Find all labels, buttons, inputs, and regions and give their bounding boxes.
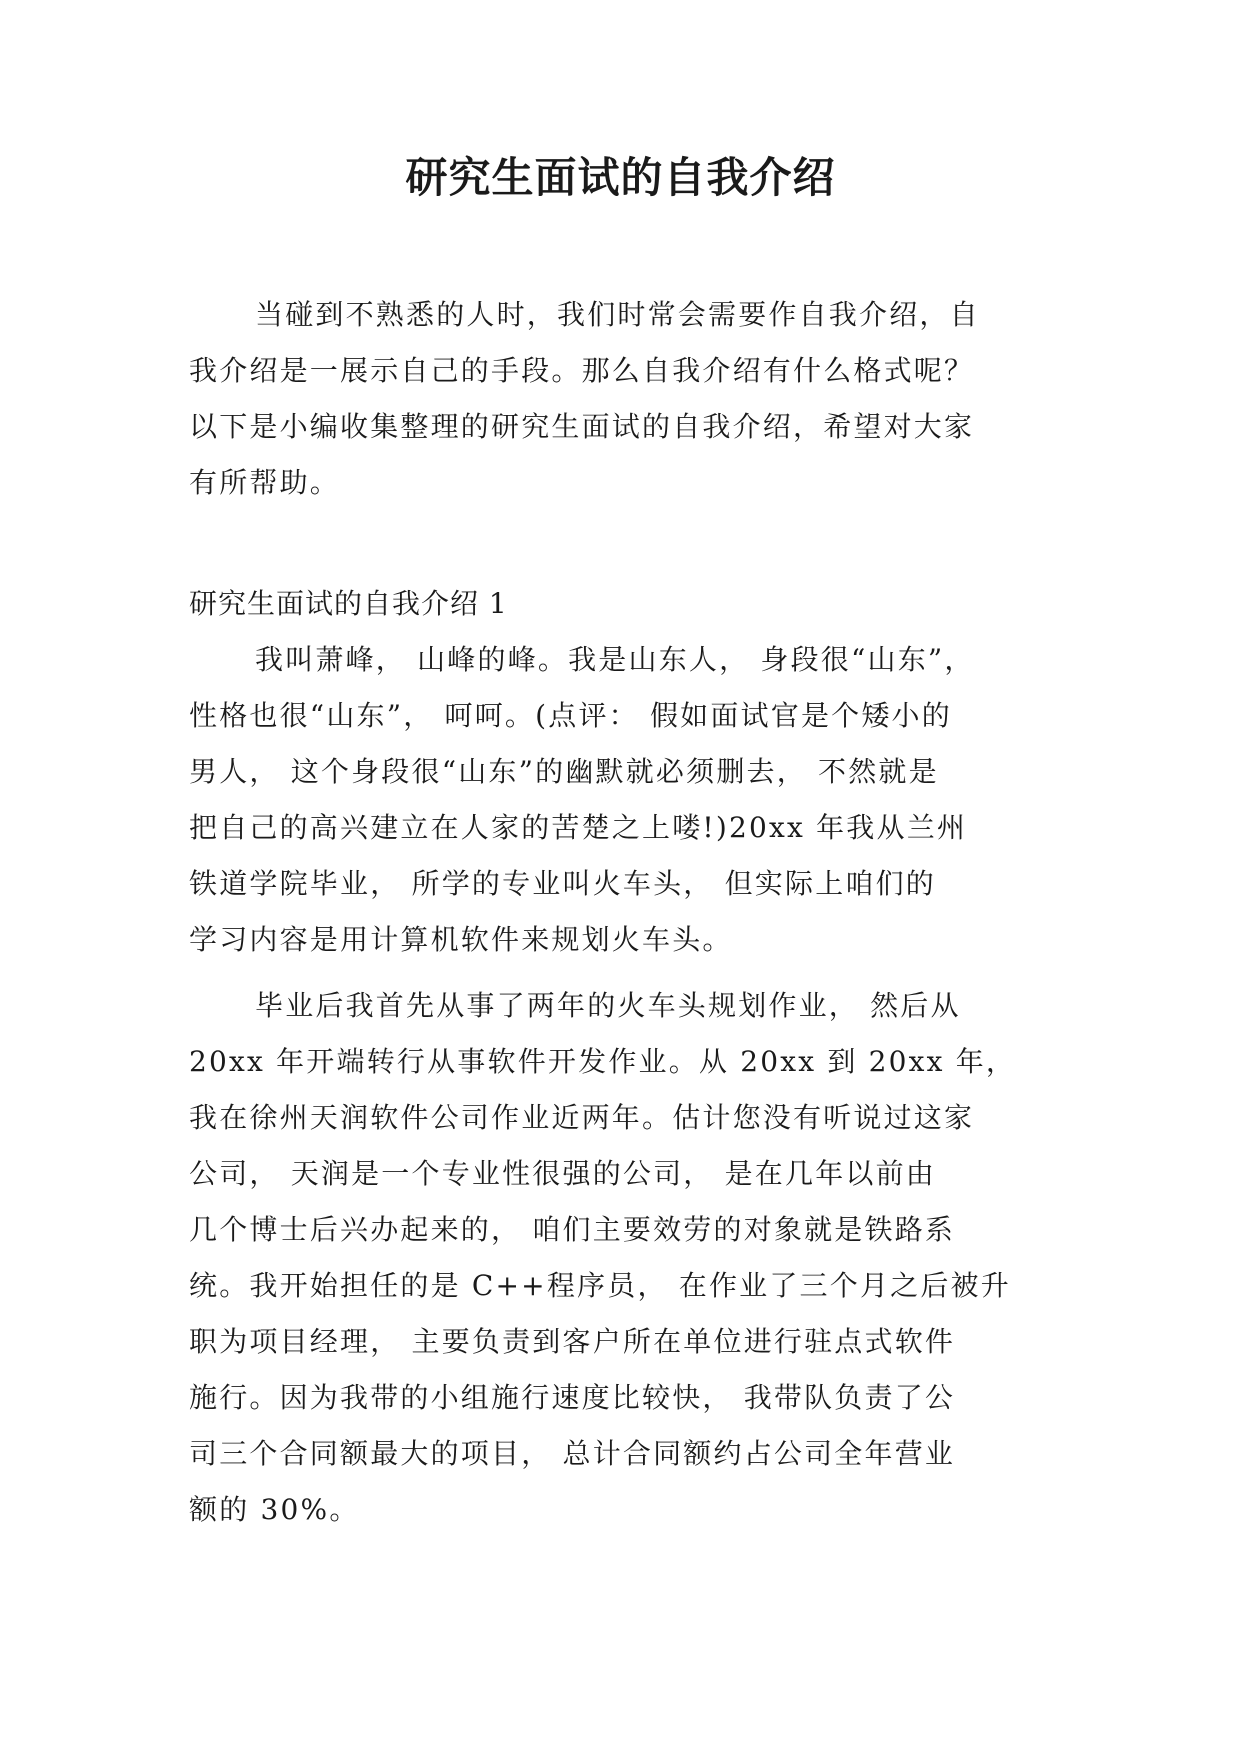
paragraph-line: 男人， 这个身段很“山东”的幽默就必须删去， 不然就是 [189,755,939,788]
paragraph-line: 施行。因为我带的小组施行速度比较快， 我带队负责了公 [189,1381,956,1414]
document-title: 研究生面试的自我介绍 [405,153,836,202]
paragraph-line: 学习内容是用计算机软件来规划火车头。 [189,923,733,956]
paragraph-line: 我在徐州天润软件公司作业近两年。估计您没有听说过这家 [189,1101,975,1134]
paragraph-line: 几个博士后兴办起来的， 咱们主要效劳的对象就是铁路系 [189,1213,956,1246]
section-heading: 研究生面试的自我介绍 1 [189,587,508,620]
intro-line: 当碰到不熟悉的人时，我们时常会需要作自我介绍，自 [255,298,980,331]
paragraph-2 [189,978,1051,1538]
paragraph-line: 职为项目经理， 主要负责到客户所在单位进行驻点式软件 [189,1325,956,1358]
intro-line: 有所帮助。 [189,466,341,499]
paragraph-line: 20xx 年开端转行从事软件开发作业。从 20xx 到 20xx 年， [189,1045,1017,1078]
paragraph-line: 司三个合同额最大的项目， 总计合同额约占公司全年营业 [189,1437,956,1470]
paragraph-1 [189,632,1051,968]
paragraph-line: 毕业后我首先从事了两年的火车头规划作业， 然后从 [255,989,961,1022]
intro-line: 我介绍是一展示自己的手段。那么自我介绍有什么格式呢？ [189,354,975,387]
paragraph-line: 性格也很“山东”， 呵呵。(点评： 假如面试官是个矮小的 [189,699,952,732]
paragraph-line: 额的 30%。 [189,1493,360,1526]
paragraph-line: 铁道学院毕业， 所学的专业叫火车头， 但实际上咱们的 [189,867,937,900]
intro-line: 以下是小编收集整理的研究生面试的自我介绍，希望对大家 [189,410,975,443]
paragraph-line: 统。我开始担任的是 C++程序员， 在作业了三个月之后被升 [189,1269,1011,1302]
paragraph-line: 我叫萧峰， 山峰的峰。我是山东人， 身段很“山东”， [255,643,975,676]
intro-paragraph [189,287,1051,511]
paragraph-line: 把自己的高兴建立在人家的苦楚之上喽!)20xx 年我从兰州 [189,811,968,844]
paragraph-line: 公司， 天润是一个专业性很强的公司， 是在几年以前由 [189,1157,937,1190]
